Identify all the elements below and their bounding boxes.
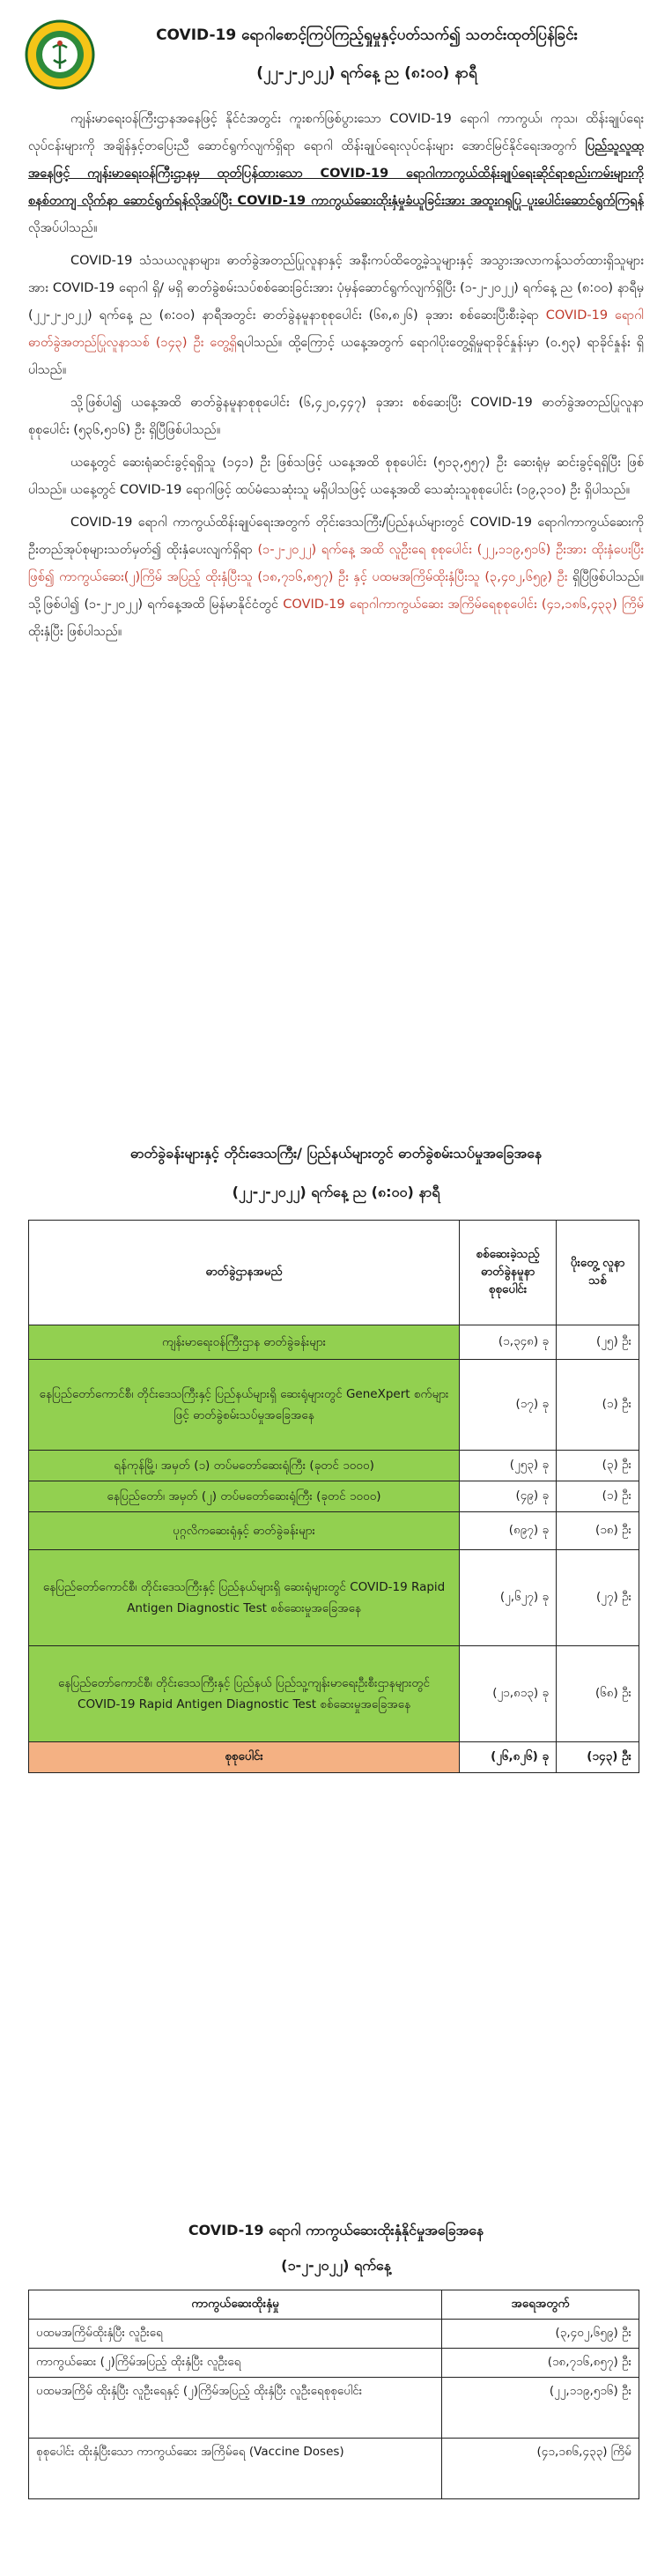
page-title: COVID-19 ရောဂါစောင့်ကြပ်ကြည့်ရှုမှုနှင့်ပတ်သက်၍ သတင်းထုတ်ပြန်ခြင်း — [156, 26, 578, 44]
lab-section-title: ဓာတ်ခွဲခန်းများနှင့် တိုင်းဒေသကြီး/ ပြည်နယ်များတွင် ဓာတ်ခွဲစမ်းသပ်မှုအခြေအနေ — [129, 1145, 543, 1162]
vaccine-section-title: COVID-19 ရောဂါ ကာကွယ်ဆေးထိုးနှံနိုင်မှုအခြေအနေ — [188, 2222, 484, 2238]
table-row: ရန်ကုန်မြို့၊ အမှတ် (၁) တပ်မတော်ဆေးရုံကြီး (ခုတင် ၁၀၀၀) (၂၅၃) ခု (၃) ဦး — [29, 1451, 639, 1481]
paragraph-4: ယနေ့တွင် ဆေးရုံဆင်းခွင့်ရရှိသူ (၁၄၁) ဦး ဖြစ်သဖြင့် ယနေ့အထိ စုစုပေါင်း (၅၁၃,၅၅၇) ဦး ဆေးရုံမှ ဆင်းခွင့်ရရှိပြီး ဖြစ်ပါသည်။ ယနေ့တွင် COVID-19 ရောဂါဖြင့် ထပ်မံသေဆုံးသူ မရှိပါသဖြင့် ယနေ့အထိ သေဆုံးသူစုစုပေါင်း (၁၉,၃၁၀) ဦး ရှိပါသည်။ — [28, 456, 644, 497]
col-vaccination: ကာကွယ်ဆေးထိုးနှံမှု — [29, 2290, 442, 2320]
table-row: ကျန်းမာရေးဝန်ကြီးဌာန ဓာတ်ခွဲခန်းများ (၁,၃၄၈) ခု (၂၅) ဦး — [29, 1325, 639, 1360]
table-row: ပထမအကြိမ် ထိုးနှံပြီး လူဦးရေနှင့် (၂)ကြိမ်အပြည့် ထိုးနှံပြီး လူဦးရေစုစုပေါင်း (၂၂,၁၁၉,၅၁၆) ဦး — [29, 2378, 639, 2439]
col-lab-name: ဓာတ်ခွဲဌာနအမည် — [29, 1221, 460, 1325]
total-row: စုစုပေါင်း (၂၆,၈၂၆) ခု (၁၄၃) ဦး — [29, 1742, 639, 1773]
lab-section-date: (၂၂-၂-၂၀၂၂) ရက်နေ့ ည (၈:၀၀) နာရီ — [232, 1184, 440, 1200]
col-samples: စစ်ဆေးခဲ့သည့် ဓာတ်ခွဲနမူနာ စုစုပေါင်း — [460, 1221, 557, 1325]
table-row: နေပြည်တော်ကောင်စီ၊ တိုင်းဒေသကြီးနှင့် ပြည်နယ်များရှိ ဆေးရုံများတွင် COVID-19 Rapid Antigen Diagnostic Test စစ်ဆေးမှုအခြေအနေ (၂,၆၂၇) ခု (၂၇) ဦး — [29, 1550, 639, 1646]
page-date: (၂၂-၂-၂၀၂၂) ရက်နေ့ ည (၈:၀၀) နာရီ — [256, 64, 477, 82]
vaccine-doses-highlight: COVID-19 ရောဂါကာကွယ်ဆေး အကြိမ်ရေစုစုပေါင်း (၄၁,၁၈၆,၄၃၃) ကြိမ် — [283, 598, 645, 612]
paragraph-1: ကျန်းမာရေးဝန်ကြီးဌာနအနေဖြင့် နိုင်ငံအတွင်း ကူးစက်ဖြစ်ပွားသော COVID-19 ရောဂါ ကာကွယ်၊ ကုသ၊ ထိန်းချုပ်ရေးလုပ်ငန်းများကို အချိန်နှင့်တပြေးညီ ဆောင်ရွက်လျက်ရှိရာ ရောဂါ ထိန်းချုပ်ရေးလုပ်ငန်းများ အောင်မြင်နိုင်ရေးအတွက် ပြည်သူလူထုအနေဖြင့် ကျန်းမာရေးဝန်ကြီးဌာနမှ ထုတ်ပြန်ထားသော COVID-19 ရောဂါကာကွယ်ထိန်းချုပ်ရေးဆိုင်ရာစည်းကမ်းများကို စနစ်တကျ လိုက်နာ ဆောင်ရွက်ရန်လိုအပ်ပြီး COVID-19 ကာကွယ်ဆေးထိုးနှံမှုခံယူခြင်းအား အထူးဂရုပြု ပူးပေါင်းဆောင်ရွက်ကြရန် လိုအပ်ပါသည်။ — [28, 112, 644, 235]
col-count: အရေအတွက် — [442, 2290, 639, 2320]
new-cases-highlight: COVID-19 ရောဂါ ဓာတ်ခွဲအတည်ပြုလူနာသစ် (၁၄၃) ဦး တွေ့ရှိ — [28, 308, 644, 350]
table-row: ပထမအကြိမ်ထိုးနှံပြီး လူဦးရေ (၃,၄၀၂,၆၅၉) ဦး — [29, 2320, 639, 2349]
table-row: စုစုပေါင်း ထိုးနှံပြီးသော ကာကွယ်ဆေး အကြိမ်ရေ (Vaccine Doses) (၄၁,၁၈၆,၄၃၃) ကြိမ် — [29, 2439, 639, 2499]
lab-results-table — [28, 1220, 639, 1773]
vaccination-highlight: (၁-၂-၂၀၂၂) ရက်နေ့ အထိ လူဦးရေ စုစုပေါင်း (၂၂,၁၁၉,၅၁၆) ဦးအား ထိုးနှံပေးပြီးဖြစ်၍ ကာကွယ်ဆေး(၂)ကြိမ် အပြည့် ထိုးနှံပြီးသူ (၁၈,၇၁၆,၈၅၇) ဦး နှင့် ပထမအကြိမ်ထိုးနှံပြီးသူ (၃,၄၀၂,၆၅၉) ဦး — [28, 543, 644, 584]
vaccination-table — [28, 2290, 639, 2499]
paragraph-2: COVID-19 သံသယလူနာများ၊ ဓာတ်ခွဲအတည်ပြုလူနာနှင့် အနီးကပ်ထိတွေ့ခဲ့သူများနှင့် အသွားအလာကန့်သတ်ထားရှိသူများအား COVID-19 ရောဂါ ရှိ/ မရှိ ဓာတ်ခွဲစမ်းသပ်စစ်ဆေးခြင်းအား ပုံမှန်ဆောင်ရွက်လျက်ရှိပြီး (၁-၂-၂၀၂၂) ရက်နေ့ ည (၈:၀၀) နာရီမှ (၂၂-၂-၂၀၂၂) ရက်နေ့ ည (၈:၀၀) နာရီအတွင်း ဓာတ်ခွဲနမူနာစုစုပေါင်း (၆၈,၈၂၆) ခုအား စစ်ဆေးပြီးစီးခဲ့ရာ COVID-19 ရောဂါ ဓာတ်ခွဲအတည်ပြုလူနာသစ် (၁၄၃) ဦး တွေ့ရှိရပါသည်။ ထို့ကြောင့် ယနေ့အတွက် ရောဂါပိုးတွေ့ရှိမှုရာခိုင်နှုန်းမှာ (၀.၅၃) ရာခိုင်နှုန်း ရှိပါသည်။ — [28, 254, 644, 377]
table-row: နေပြည်တော်၊ အမှတ် (၂) တပ်မတော်ဆေးရုံကြီး (ခုတင် ၁၀၀၀) (၄၉) ခု (၁) ဦး — [29, 1481, 639, 1512]
report-body — [28, 106, 644, 651]
table-header-row — [29, 2290, 639, 2320]
col-new-cases: ပိုးတွေ့ လူနာသစ် — [557, 1221, 639, 1325]
table-row: နေပြည်တော်ကောင်စီ၊ တိုင်းဒေသကြီးနှင့် ပြည်နယ်များရှိ ဆေးရုံများတွင် GeneXpert စက်များဖြင့် ဓာတ်ခွဲစမ်းသပ်မှုအခြေအနေ (၁၇) ခု (၁) ဦး — [29, 1360, 639, 1451]
table-row: ပုဂ္ဂလိကဆေးရုံနှင့် ဓာတ်ခွဲခန်းများ (၈၉၇) ခု (၁၈) ဦး — [29, 1512, 639, 1550]
table-row: နေပြည်တော်ကောင်စီ၊ တိုင်းဒေသကြီးနှင့် ပြည်နယ် ပြည်သူ့ကျန်းမာရေးဦးစီးဌာနများတွင် COVID-19 Rapid Antigen Diagnostic Test စစ်ဆေးမှုအခြေအနေ (၂၁,၈၁၃) ခု (၆၈) ဦး — [29, 1646, 639, 1742]
table-header-row — [29, 1221, 639, 1325]
table-row: ကာကွယ်ဆေး (၂)ကြိမ်အပြည့် ထိုးနှံပြီး လူဦးရေ (၁၈,၇၁၆,၈၅၇) ဦး — [29, 2349, 639, 2378]
ministry-seal-logo — [25, 19, 95, 90]
vaccine-section-date: (၁-၂-၂၀၂၂) ရက်နေ့ — [281, 2257, 391, 2274]
paragraph-5: COVID-19 ရောဂါ ကာကွယ်ထိန်းချုပ်ရေးအတွက် တိုင်းဒေသကြီး/ပြည်နယ်များတွင် COVID-19 ရောဂါကာကွယ်ဆေးကို ဦးတည်အုပ်စုများသတ်မှတ်၍ ထိုးနှံပေးလျက်ရှိရာ (၁-၂-၂၀၂၂) ရက်နေ့ အထိ လူဦးရေ စုစုပေါင်း (၂၂,၁၁၉,၅၁၆) ဦးအား ထိုးနှံပေးပြီးဖြစ်၍ ကာကွယ်ဆေး(၂)ကြိမ် အပြည့် ထိုးနှံပြီးသူ (၁၈,၇၁၆,၈၅၇) ဦး နှင့် ပထမအကြိမ်ထိုးနှံပြီးသူ (၃,၄၀၂,၆၅၉) ဦး ရှိပြီဖြစ်ပါသည်။ သို့ဖြစ်ပါ၍ (၁-၂-၂၀၂၂) ရက်နေ့အထိ မြန်မာနိုင်ငံတွင် COVID-19 ရောဂါကာကွယ်ဆေး အကြိမ်ရေစုစုပေါင်း (၄၁,၁၈၆,၄၃၃) ကြိမ် ထိုးနှံပြီး ဖြစ်ပါသည်။ — [28, 516, 645, 639]
paragraph-3: သို့ဖြစ်ပါ၍ ယနေ့အထိ ဓာတ်ခွဲနမူနာစုစုပေါင်း (၆,၄၂၀,၄၄၇) ခုအား စစ်ဆေးပြီး COVID-19 ဓာတ်ခွဲအတည်ပြုလူနာ စုစုပေါင်း (၅၃၆,၅၁၆) ဦး ရှိပြီဖြစ်ပါသည်။ — [28, 396, 644, 437]
